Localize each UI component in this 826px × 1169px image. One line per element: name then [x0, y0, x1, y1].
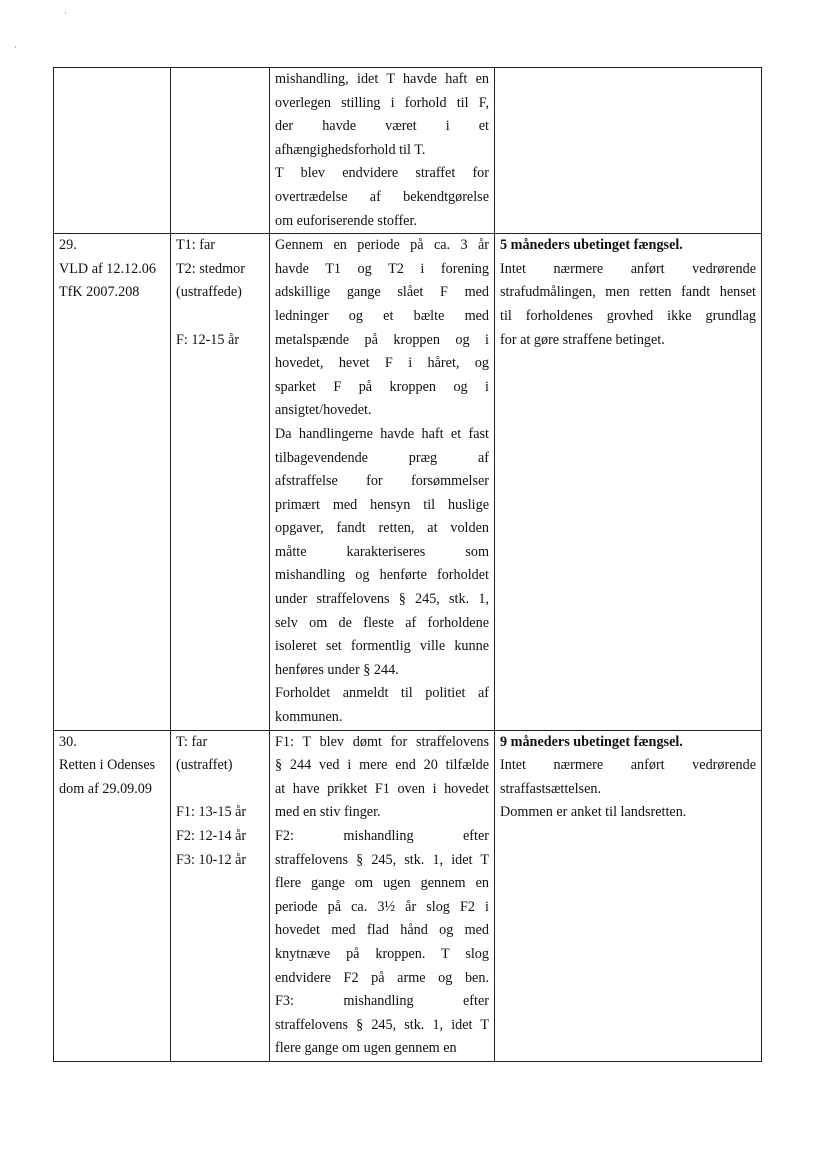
- facts-cell: [270, 234, 495, 730]
- spacer: [176, 778, 264, 802]
- table-row: [54, 234, 762, 730]
- facts-line: flere gange om ugen gennem en: [275, 875, 489, 892]
- facts-line: selv om de fleste af forholdene: [275, 614, 489, 631]
- party-line: T2: stedmor: [176, 260, 245, 277]
- sentence-cell: [495, 68, 762, 234]
- facts-line: overtrædelse af bekendtgørelse: [275, 188, 489, 205]
- case-id-line: Retten i Odenses: [59, 757, 156, 774]
- facts-line: ledninger og et bælte med: [275, 307, 489, 324]
- facts-line: hovedet, hevet F i håret, og: [275, 355, 489, 372]
- facts-line: ansigtet/hovedet.: [275, 402, 372, 419]
- table-row: [54, 730, 762, 1061]
- party-line: T1: far: [176, 237, 215, 254]
- sentence-line: straffastsættelsen.: [500, 780, 602, 797]
- sentence-line: Intet nærmere anført vedrørende: [500, 260, 756, 277]
- spacer: [176, 305, 264, 329]
- party-line: F1: 13-15 år: [176, 804, 247, 821]
- facts-line: henføres under § 244.: [275, 661, 399, 678]
- facts-line: mishandling, idet T havde haft en: [275, 71, 489, 87]
- facts-line: T blev endvidere straffet for: [275, 165, 489, 182]
- facts-line: kommunen.: [275, 709, 343, 726]
- facts-cell: [270, 68, 495, 234]
- sentence-line: Dommen er anket til landsretten.: [500, 804, 687, 821]
- case-id-line: VLD af 12.12.06: [59, 260, 156, 277]
- facts-line: primært med hensyn til huslige: [275, 496, 489, 513]
- facts-line: med en stiv finger.: [275, 804, 381, 821]
- parties-cell: [171, 234, 270, 730]
- case-table: [53, 67, 762, 1062]
- facts-line: endvidere F2 på arme og ben.: [275, 969, 489, 986]
- facts-line: under straffelovens § 245, stk. 1,: [275, 591, 489, 608]
- facts-line: periode på ca. 3½ år slog F2 i: [275, 898, 489, 915]
- facts-line: F3: mishandling efter: [275, 993, 489, 1010]
- facts-line: Gennem en periode på ca. 3 år: [275, 237, 489, 254]
- facts-line: adskillige gange slået F med: [275, 284, 489, 301]
- facts-line: tilbagevendende præg af: [275, 449, 489, 466]
- facts-line: hovedet med flad hånd og med: [275, 922, 489, 939]
- facts-line: mishandling og henførte forholdet: [275, 567, 489, 584]
- facts-line: flere gange om ugen gennem en: [275, 1040, 457, 1057]
- facts-line: afhængighedsforhold til T.: [275, 141, 426, 158]
- sentence-line: Intet nærmere anført vedrørende: [500, 757, 756, 774]
- table-row: [54, 68, 762, 234]
- facts-cell: [270, 730, 495, 1061]
- facts-line: måtte karakteriseres som: [275, 543, 489, 560]
- facts-line: metalspænde på kroppen og i: [275, 331, 489, 348]
- facts-line: straffelovens § 245, stk. 1, idet T: [275, 851, 489, 868]
- sentence-line: strafudmålingen, men retten fandt henset: [500, 284, 756, 301]
- facts-line: at have prikket F1 oven i hovedet: [275, 780, 489, 797]
- parties-cell: [171, 68, 270, 234]
- facts-line: sparket F på kroppen og i: [275, 378, 489, 395]
- party-line: F: 12-15 år: [176, 331, 240, 348]
- case-id-line: 30.: [59, 733, 77, 750]
- party-line: F3: 10-12 år: [176, 851, 247, 868]
- sentence-cell: [495, 234, 762, 730]
- scan-mark: ·: [64, 8, 67, 18]
- case-id-cell: [54, 730, 171, 1061]
- facts-line: F2: mishandling efter: [275, 828, 489, 844]
- facts-line: overlegen stilling i forhold til F,: [275, 94, 489, 111]
- sentence-line: for at gøre straffene betinget.: [500, 331, 665, 348]
- sentence-heading: 9 måneders ubetinget fængsel.: [500, 733, 683, 750]
- case-id-cell: [54, 234, 171, 730]
- sentence-line: til forholdenes grovhed ikke grundlag: [500, 307, 756, 324]
- case-id-line: TfK 2007.208: [59, 284, 140, 301]
- facts-line: der havde været i et: [275, 118, 489, 135]
- facts-line: § 244 ved i mere end 20 tilfælde: [275, 757, 489, 774]
- party-line: (ustraffet): [176, 757, 233, 774]
- facts-line: havde T1 og T2 i forening: [275, 260, 489, 277]
- case-id-cell: [54, 68, 171, 234]
- party-line: F2: 12-14 år: [176, 828, 247, 844]
- facts-line: Forholdet anmeldt til politiet af: [275, 685, 489, 702]
- parties-cell: [171, 730, 270, 1061]
- facts-line: F1: T blev dømt for straffelovens: [275, 733, 489, 750]
- facts-line: straffelovens § 245, stk. 1, idet T: [275, 1016, 489, 1033]
- facts-line: knytnæve på kroppen. T slog: [275, 945, 489, 962]
- facts-line: om euforiserende stoffer.: [275, 212, 417, 229]
- facts-line: afstraffelse for forsømmelser: [275, 473, 489, 490]
- party-line: T: far: [176, 733, 208, 750]
- scan-mark: ·: [14, 42, 17, 52]
- facts-line: Da handlingerne havde haft et fast: [275, 425, 489, 442]
- case-id-line: dom af 29.09.09: [59, 780, 152, 797]
- sentence-cell: [495, 730, 762, 1061]
- facts-line: isoleret set formentlig ville kunne: [275, 638, 489, 655]
- facts-line: opgaver, fandt retten, at volden: [275, 520, 489, 537]
- sentence-heading: 5 måneders ubetinget fængsel.: [500, 237, 683, 254]
- party-line: (ustraffede): [176, 284, 242, 301]
- case-id-line: 29.: [59, 237, 77, 254]
